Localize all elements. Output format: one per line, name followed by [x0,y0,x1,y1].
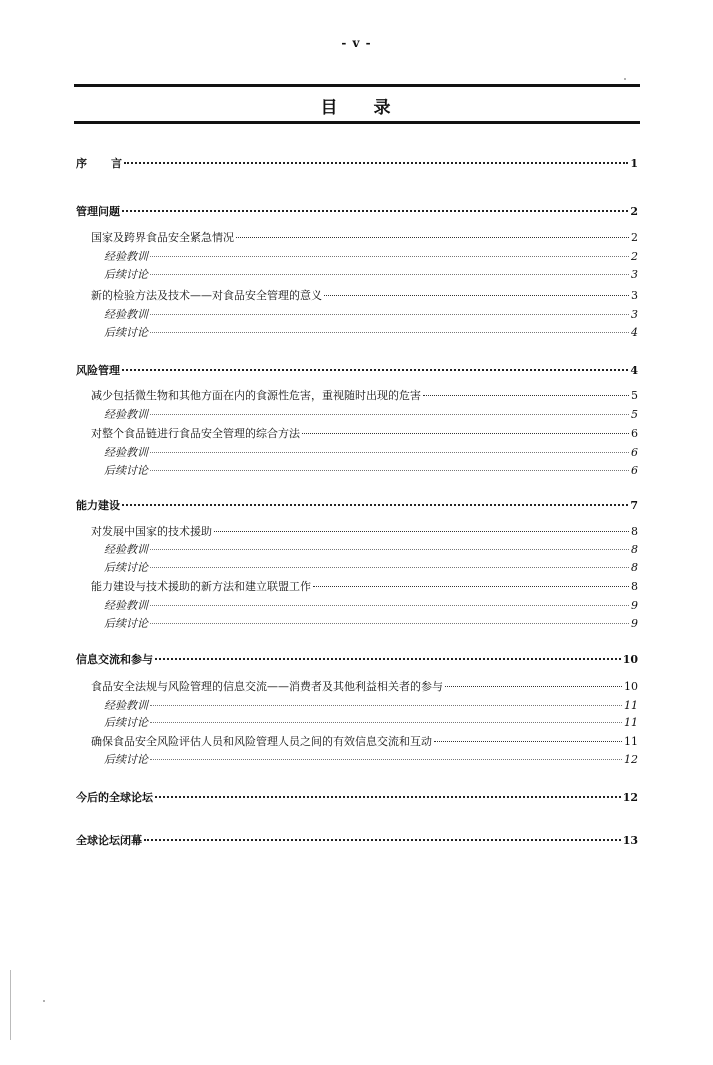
toc-entry-page: 10 [622,653,638,666]
toc-entry-page: 10 [624,680,638,693]
dot-leader [144,839,621,841]
toc-item[interactable] [104,406,638,422]
dot-leader [150,705,622,706]
toc-entry-page: 6 [631,427,638,440]
toc-item[interactable] [104,751,638,767]
toc-subsection[interactable] [91,678,638,694]
toc-entry-label: 今后的全球论坛 [76,791,153,804]
toc-entry-label: 后续讨论 [104,617,148,630]
toc-entry-label: 国家及跨界食品安全紧急情况 [91,231,234,244]
toc-item[interactable] [104,697,638,713]
toc-entry-page: 3 [631,268,638,281]
toc-item[interactable] [104,266,638,282]
toc-entry-label: 食品安全法规与风险管理的信息交流——消费者及其他利益相关者的参与 [91,680,443,693]
toc-entry-page: 11 [624,699,638,712]
toc-entry-page: 8 [631,561,638,574]
toc-entry-label: 对发展中国家的技术援助 [91,525,212,538]
page-title-char: 录 [373,98,393,118]
toc-entry-label: 后续讨论 [104,464,148,477]
toc-item[interactable] [104,306,638,322]
toc-entry-preface[interactable] [76,155,638,171]
toc-entry-page: 6 [631,446,638,459]
scan-speck [624,78,626,80]
toc-entry-page: 2 [631,231,638,244]
toc-entry-page: 1 [630,157,638,170]
dot-leader [122,210,628,212]
toc-entry-label: 经验教训 [104,408,148,421]
toc-entry-page: 13 [622,834,638,847]
toc-entry-label: 减少包括微生物和其他方面在内的食源性危害，重视随时出现的危害 [91,389,421,402]
toc-entry-label: 能力建设与技术援助的新方法和建立联盟工作 [91,580,311,593]
toc-entry-label: 风险管理 [76,364,120,377]
dot-leader [122,369,628,371]
dot-leader [150,567,629,568]
toc-subsection[interactable] [91,578,638,594]
dot-leader [302,433,629,434]
dot-leader [150,470,629,471]
toc-entry-label: 确保食品安全风险评估人员和风险管理人员之间的有效信息交流和互动 [91,735,432,748]
toc-entry-page: 7 [630,499,638,512]
toc-entry-label: 能力建设 [76,499,120,512]
toc-entry-label: 经验教训 [104,250,148,263]
toc-entry-page: 11 [624,735,638,748]
toc-entry-page: 8 [631,543,638,556]
toc-entry-label: 对整个食品链进行食品安全管理的综合方法 [91,427,300,440]
toc-item[interactable] [104,248,638,264]
toc-entry-page: 3 [631,308,638,321]
dot-leader [150,414,629,415]
toc-entry-label: 新的检验方法及技术——对食品安全管理的意义 [91,289,322,302]
toc-section[interactable] [76,497,638,513]
dot-leader [324,295,629,296]
toc-entry-page: 3 [631,289,638,302]
toc-subsection[interactable] [91,229,638,245]
toc-entry-label: 经验教训 [104,446,148,459]
toc-entry-page: 8 [631,525,638,538]
dot-leader [313,586,629,587]
toc-entry-page: 9 [631,599,638,612]
toc-entry-label: 经验教训 [104,699,148,712]
toc-entry-label: 经验教训 [104,543,148,556]
toc-entry-label: 后续讨论 [104,716,148,729]
toc-item[interactable] [104,615,638,631]
toc-subsection[interactable] [91,523,638,539]
toc-subsection[interactable] [91,425,638,441]
dot-leader [155,796,621,798]
dot-leader [150,452,629,453]
toc-item[interactable] [104,462,638,478]
dot-leader [434,741,622,742]
dot-leader [150,256,629,257]
dot-leader [423,395,629,396]
page-number: - v - [341,36,372,50]
toc-subsection[interactable] [91,387,638,403]
dot-leader [124,162,628,164]
toc-section[interactable] [76,789,638,805]
toc-section[interactable] [76,203,638,219]
toc-entry-label: 后续讨论 [104,561,148,574]
toc-item[interactable] [104,541,638,557]
toc-entry-page: 12 [622,791,638,804]
toc-entry-page: 9 [631,617,638,630]
toc-section[interactable] [76,651,638,667]
toc-entry-label: 经验教训 [104,599,148,612]
page-title-char: 目 [320,98,340,118]
toc-section[interactable] [76,362,638,378]
toc-section[interactable] [76,832,638,848]
toc-subsection[interactable] [91,733,638,749]
toc-entry-page: 4 [630,364,638,377]
toc-entry-label: 序 言 [76,157,122,170]
dot-leader [150,549,629,550]
dot-leader [155,658,621,660]
toc-entry-label: 后续讨论 [104,268,148,281]
toc-entry-label: 后续讨论 [104,326,148,339]
toc-entry-page: 12 [624,753,638,766]
toc-entry-page: 5 [631,389,638,402]
toc-item[interactable] [104,559,638,575]
toc-entry-page: 11 [624,716,638,729]
dot-leader [445,686,622,687]
dot-leader [150,722,622,723]
toc-entry-page: 6 [631,464,638,477]
dot-leader [150,314,629,315]
toc-entry-page: 2 [631,250,638,263]
margin-mark [10,970,11,1040]
toc-entry-label: 经验教训 [104,308,148,321]
dot-leader [150,274,629,275]
dot-leader [150,332,629,333]
toc-subsection[interactable] [91,287,638,303]
dot-leader [150,623,629,624]
toc-item[interactable] [104,714,638,730]
dot-leader [236,237,629,238]
toc-entry-page: 8 [631,580,638,593]
dot-leader [150,759,622,760]
toc-entry-label: 信息交流和参与 [76,653,153,666]
toc-item[interactable] [104,324,638,340]
toc-entry-label: 管理问题 [76,205,120,218]
toc-item[interactable] [104,444,638,460]
toc-entry-label: 后续讨论 [104,753,148,766]
toc-entry-page: 5 [631,408,638,421]
dot-leader [122,504,628,506]
toc-item[interactable] [104,597,638,613]
scan-speck [43,1000,45,1002]
dot-leader [150,605,629,606]
toc-entry-page: 4 [631,326,638,339]
toc-entry-label: 全球论坛闭幕 [76,834,142,847]
dot-leader [214,531,629,532]
toc-entry-page: 2 [630,205,638,218]
